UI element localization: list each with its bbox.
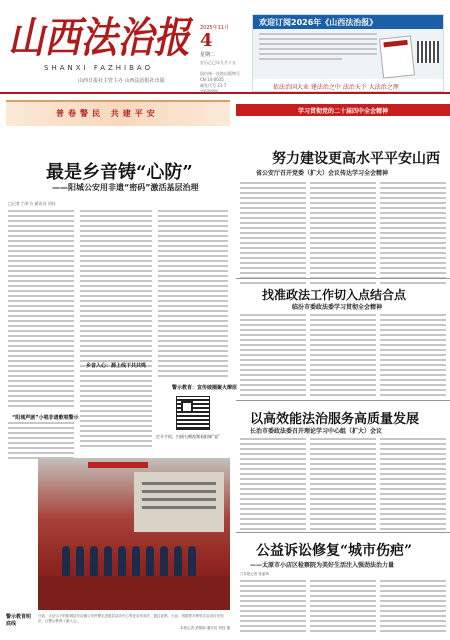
issue-line: 国内统一连续出版物号 [200, 71, 240, 76]
promo-subhead: 警示教育：宣传破圈聚火燎原 [172, 385, 238, 391]
qr-caption: 打开手机，扫描右侧视频看阳城“说” [156, 434, 221, 439]
section-subhead: 乡音入心：源上线下共共鸣 [86, 363, 147, 369]
body-text-column [240, 182, 306, 287]
body-text-column [310, 438, 376, 533]
qr-code-icon[interactable] [417, 41, 439, 63]
body-text-column [380, 438, 446, 533]
body-text-column [310, 314, 376, 399]
logo-text: 山西法治报 [8, 13, 194, 62]
body-text-column [310, 182, 376, 287]
photo-side-label: 警示教育明底线 [6, 614, 32, 627]
issue-line: 第6480期 [200, 89, 219, 94]
article-subheadline: 省公安厅召开党委（扩大）会议传达学习全会精神 [256, 170, 389, 177]
photo-credit: 本报记者 梁锦南 通讯员 刘钰 摄 [180, 626, 230, 630]
ad-slogan: 依法治国大业 建法治之中 法治天下 大法治之理 [253, 79, 443, 91]
body-text-column [380, 580, 446, 635]
masthead [0, 0, 450, 94]
date-lunar: 农历乙巳年九月十五 [200, 60, 236, 65]
issue-line: CN 14-0035 [200, 77, 224, 82]
body-text-column [380, 314, 446, 399]
publisher-line: 山西日报社主管主办 山西法治报社出版 [78, 78, 165, 84]
ad-headline: 欢迎订阅2026年《山西法治报》 [253, 15, 443, 29]
body-text-column [8, 422, 74, 462]
video-qr-code[interactable] [176, 396, 210, 430]
body-text-column [80, 210, 152, 450]
article-subheadline: ——太原市小店区检察院为美好生活注入强劲法治力量 [250, 562, 395, 569]
section-subhead: “阳城声剧”小唱非遗歌唱警示 [12, 415, 79, 421]
divider [236, 278, 450, 279]
photo-caption [38, 614, 230, 631]
body-text-column [240, 580, 306, 635]
divider [236, 532, 450, 533]
lead-subheadline: ——阳城公安用非遗“密码”激活基层治理 [52, 183, 199, 192]
subscription-ad[interactable] [252, 14, 444, 92]
body-text-column [8, 210, 74, 410]
divider [236, 400, 450, 401]
body-text-column [310, 580, 376, 635]
right-column [236, 96, 450, 640]
section-label: 学习贯彻党的二十届四中全会精神 [236, 104, 450, 116]
lead-banner [6, 100, 230, 126]
issue-line: 邮发代号 21-7 [200, 83, 227, 88]
body-text-column [380, 182, 446, 287]
article-headline[interactable]: 公益诉讼修复“城市伤疤” [256, 543, 413, 559]
ad-body-text [259, 33, 377, 63]
exhibit-wall [134, 472, 224, 532]
lead-headline[interactable]: 最是乡音铸“心防” [46, 162, 193, 183]
body-text-column [158, 210, 228, 380]
article-byline: □本报记者 张丽琦 [240, 572, 269, 576]
article-headline[interactable]: 以高效能法治服务高质量发展 [250, 412, 420, 427]
newspaper-logo[interactable] [6, 8, 194, 62]
lead-story [0, 96, 238, 640]
article-headline[interactable]: 努力建设更高水平平安山西 [272, 151, 440, 167]
date-year-month: 2025年11月 [200, 25, 230, 31]
date-weekday: 星期二 [200, 52, 216, 58]
body-text-column [240, 314, 306, 399]
date-day: 4 [200, 30, 213, 51]
lead-banner-text: 普卷警民 共建平安 [56, 108, 159, 118]
newspaper-thumbnail-icon [379, 35, 415, 78]
news-photo[interactable] [38, 458, 230, 610]
logo-subtitle: SHANXI FAZHIBAO [44, 64, 154, 72]
date-block [200, 24, 244, 92]
lead-byline: □记者 吕朴为 通讯员 刘钰 [8, 201, 56, 206]
issue-info [200, 71, 244, 95]
article-headline[interactable]: 找准政法工作切入点结合点 [262, 288, 407, 302]
body-text-column [240, 438, 306, 533]
article-subheadline: 长治市委政法委召开理论学习中心组（扩大）会议 [250, 428, 383, 435]
article-subheadline: 临汾市委政法委学习贯彻全会精神 [292, 304, 383, 311]
exhibit-banner [88, 462, 148, 468]
photo-caption-text: 日前，太岳山下的阳城县东冶镇公安民警走进基层活动中心等处宣传普法，通过说唱、小品、短剧等多种形式宣讲反诈知识，让警示教育入脑入心。 [38, 614, 224, 623]
